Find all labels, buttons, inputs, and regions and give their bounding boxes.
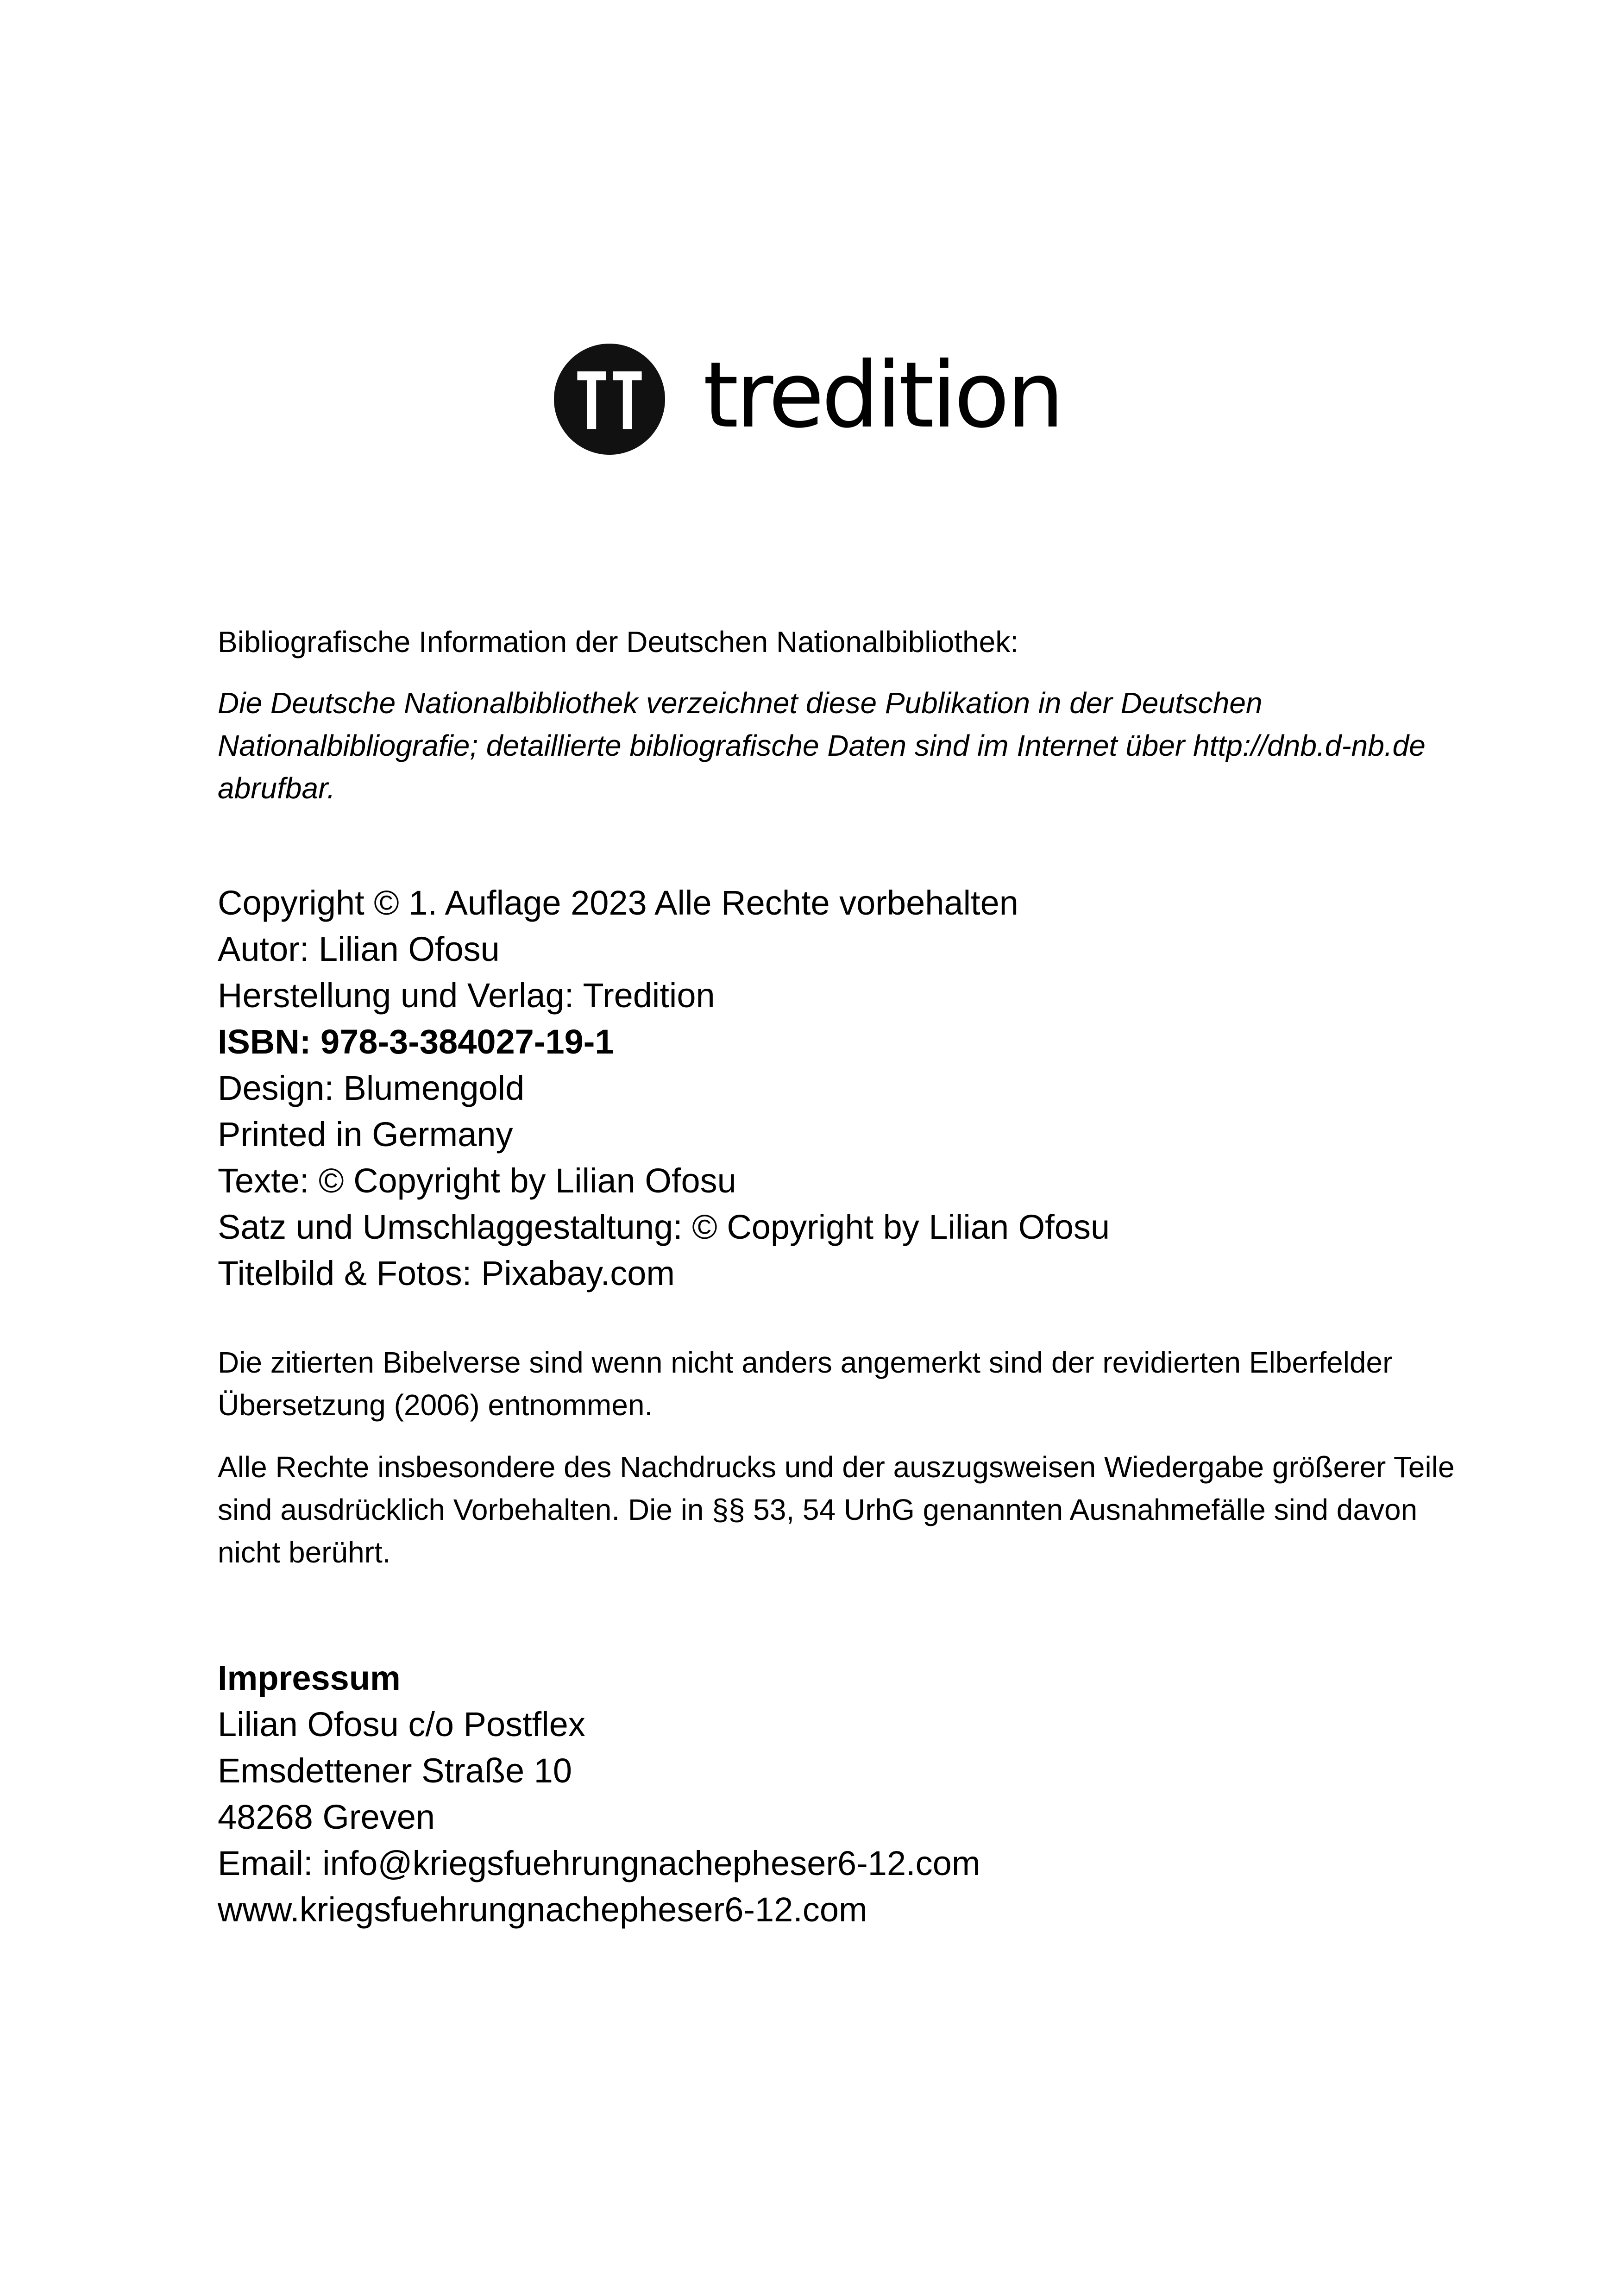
copyright-section xyxy=(218,880,1459,1297)
impressum-street: Emsdettener Straße 10 xyxy=(218,1751,572,1790)
publisher-logo xyxy=(554,339,1062,459)
texts-line: Texte: © Copyright by Lilian Ofosu xyxy=(218,1161,736,1200)
impressum-email: Email: info@kriegsfuehrungnachepheser6-12.com xyxy=(218,1844,980,1882)
rights-note: Alle Rechte insbesondere des Nachdrucks und der auszugsweisen Wiedergabe größerer Teile sind ausdrücklich Vorbehalten. Die in §§ 53, 54 UrhG genannten Ausnahmefälle sind davon nicht berührt. xyxy=(218,1450,1455,1569)
impressum-section xyxy=(218,1655,1459,1933)
cover-photos-line: Titelbild & Fotos: Pixabay.com xyxy=(218,1254,675,1292)
impressum-heading: Impressum xyxy=(218,1659,401,1697)
bibliography-heading: Bibliografische Information der Deutschen Nationalbibliothek: xyxy=(218,625,1018,659)
author-line: Autor: Lilian Ofosu xyxy=(218,930,500,968)
typesetting-line: Satz und Umschlaggestaltung: © Copyright by Lilian Ofosu xyxy=(218,1208,1110,1246)
impressum-website: www.kriegsfuehrungnachepheser6-12.com xyxy=(218,1890,867,1929)
bibliography-text: Die Deutsche Nationalbibliothek verzeichnet diese Publikation in der Deutschen Nationalbibliografie; detaillierte bibliografische Daten sind im Internet über http://dnb.d-nb.de abrufbar. xyxy=(218,686,1426,805)
impressum-city: 48268 Greven xyxy=(218,1798,435,1836)
isbn-line: ISBN: 978-3-384027-19-1 xyxy=(218,1023,614,1061)
bibliography-section xyxy=(218,621,1459,809)
printed-line: Printed in Germany xyxy=(218,1115,513,1154)
impressum-name: Lilian Ofosu c/o Postflex xyxy=(218,1705,585,1744)
imprint-content xyxy=(218,621,1459,1933)
tredition-t-mark-icon xyxy=(554,344,665,455)
copyright-line: Copyright © 1. Auflage 2023 Alle Rechte vorbehalten xyxy=(218,884,1018,922)
publisher-wordmark: tredition xyxy=(703,343,1062,448)
production-line: Herstellung und Verlag: Tredition xyxy=(218,976,715,1015)
notes-section xyxy=(218,1341,1459,1574)
bible-note: Die zitierten Bibelverse sind wenn nicht anders angemerkt sind der revidierten Elberfelder Übersetzung (2006) entnommen. xyxy=(218,1346,1393,1422)
design-line: Design: Blumengold xyxy=(218,1069,525,1107)
